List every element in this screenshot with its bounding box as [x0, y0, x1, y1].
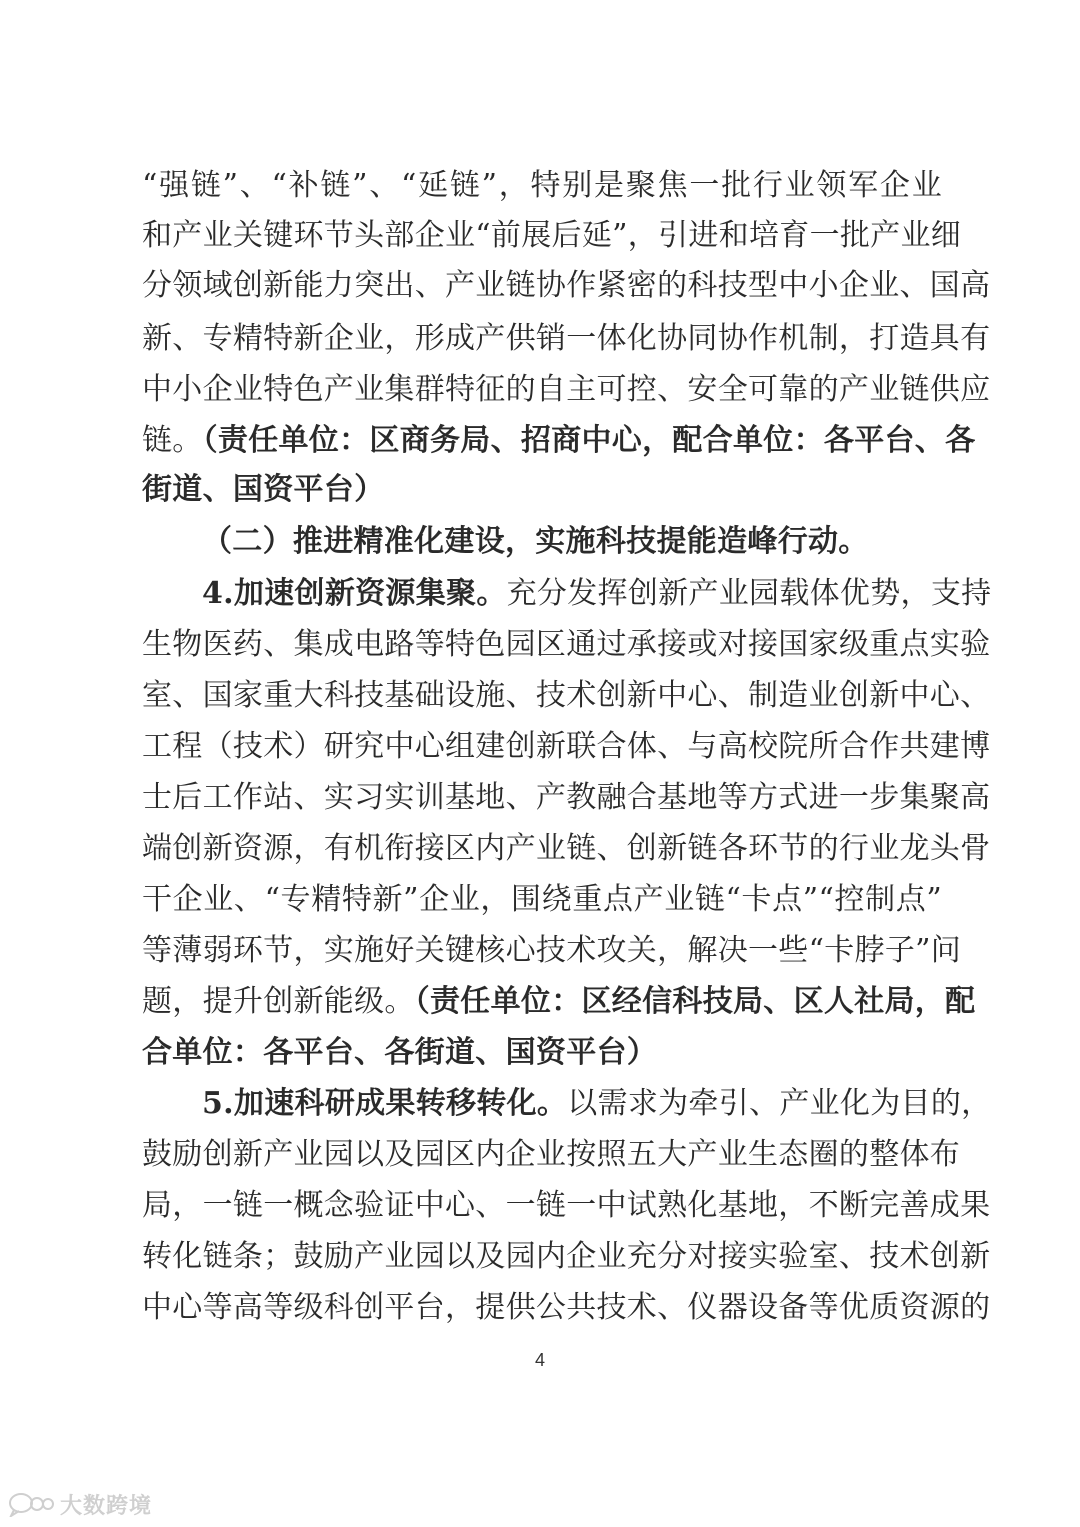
responsibility-note: 合单位：各平台、各街道、国资平台） [142, 1035, 658, 1070]
text-segment: 分领域创新能力突出、产业链协作紧密的科技型中小企业、国高 [142, 268, 991, 303]
text-segment: 干企业、“专精特新”企业，围绕重点产业链“卡点”“控制点” [142, 882, 942, 917]
watermark-text: 大数跨境 [60, 1493, 153, 1519]
text-line [142, 208, 962, 264]
text-segment: 端创新资源，有机衔接区内产业链、创新链各环节的行业龙头骨 [142, 831, 991, 866]
text-segment: 鼓励创新产业园以及园区内企业按照五大产业生态圈的整体布 [142, 1137, 961, 1172]
text-segment: 中心等高等级科创平台，提供公共技术、仪器设备等优质资源的 [142, 1290, 991, 1325]
text-line [142, 974, 976, 1030]
page-number: 4 [534, 1350, 545, 1370]
responsibility-note: （责任单位：区商务局、招商中心，配合单位：各平台、各 [202, 423, 976, 458]
text-segment: 中小企业特色产业集群特征的自主可控、安全可靠的产业链供应 [142, 372, 991, 407]
text-segment: “强链”、“补链”、“延链”，特别是聚焦一批行业领军企业 [142, 168, 942, 203]
text-line [142, 158, 942, 214]
text-segment: 士后工作站、实习实训基地、产教融合基地等方式进一步集聚高 [142, 780, 991, 815]
responsibility-note: （责任单位：区经信科技局、区人社局，配 [414, 984, 976, 1019]
text-segment: 室、国家重大科技基础设施、技术创新中心、制造业创新中心、 [142, 678, 991, 713]
text-segment: 以需求为牵引、产业化为目的， [567, 1086, 992, 1121]
text-segment: 新、专精特新企业，形成产供销一体化协同协作机制，打造具有 [142, 321, 991, 356]
item-heading: 4.加速创新资源集聚。 [202, 576, 507, 611]
text-line [142, 1178, 991, 1234]
text-line [142, 1229, 991, 1285]
responsibility-note: 街道、国资平台） [142, 472, 385, 507]
text-segment: 转化链条；鼓励产业园以及园内企业充分对接实验室、技术创新 [142, 1239, 991, 1274]
text-segment: 和产业关键环节头部企业“前展后延”，引进和培育一批产业细 [142, 218, 962, 253]
item-heading: 5.加速科研成果转移转化。 [202, 1086, 568, 1121]
text-line [142, 462, 942, 518]
text-segment: 生物医药、集成电路等特色园区通过承接或对接国家级重点实验 [142, 627, 991, 662]
text-line [142, 413, 976, 469]
chat-bubble-logo-icon [8, 1491, 54, 1517]
text-line [142, 617, 991, 673]
text-line [142, 821, 991, 877]
section-heading [202, 514, 942, 570]
text-segment: 工程（技术）研究中心组建创新联合体、与高校院所合作共建博 [142, 729, 991, 764]
text-line [142, 258, 991, 314]
text-segment: 等薄弱环节，实施好关键核心技术攻关，解决一些“卡脖子”问 [142, 933, 962, 968]
text-line [142, 872, 942, 928]
section-heading-text: （二）推进精准化建设，实施科技提能造峰行动。 [202, 524, 869, 559]
text-segment: 局，一链一概念验证中心、一链一中试熟化基地，不断完善成果 [142, 1188, 991, 1223]
text-line [202, 566, 992, 622]
text-segment: 链。 [142, 423, 203, 458]
text-line [142, 770, 991, 826]
watermark [8, 1488, 152, 1520]
text-segment: 题，提升创新能级。 [142, 984, 415, 1019]
text-line [142, 1127, 961, 1183]
text-line [142, 668, 991, 724]
text-line [142, 1280, 991, 1336]
text-line [202, 1076, 992, 1132]
text-line [142, 1025, 942, 1081]
text-line [142, 719, 991, 775]
text-line [142, 923, 962, 979]
text-line [142, 311, 991, 367]
text-segment: 充分发挥创新产业园载体优势，支持 [506, 576, 992, 611]
text-line [142, 362, 991, 418]
